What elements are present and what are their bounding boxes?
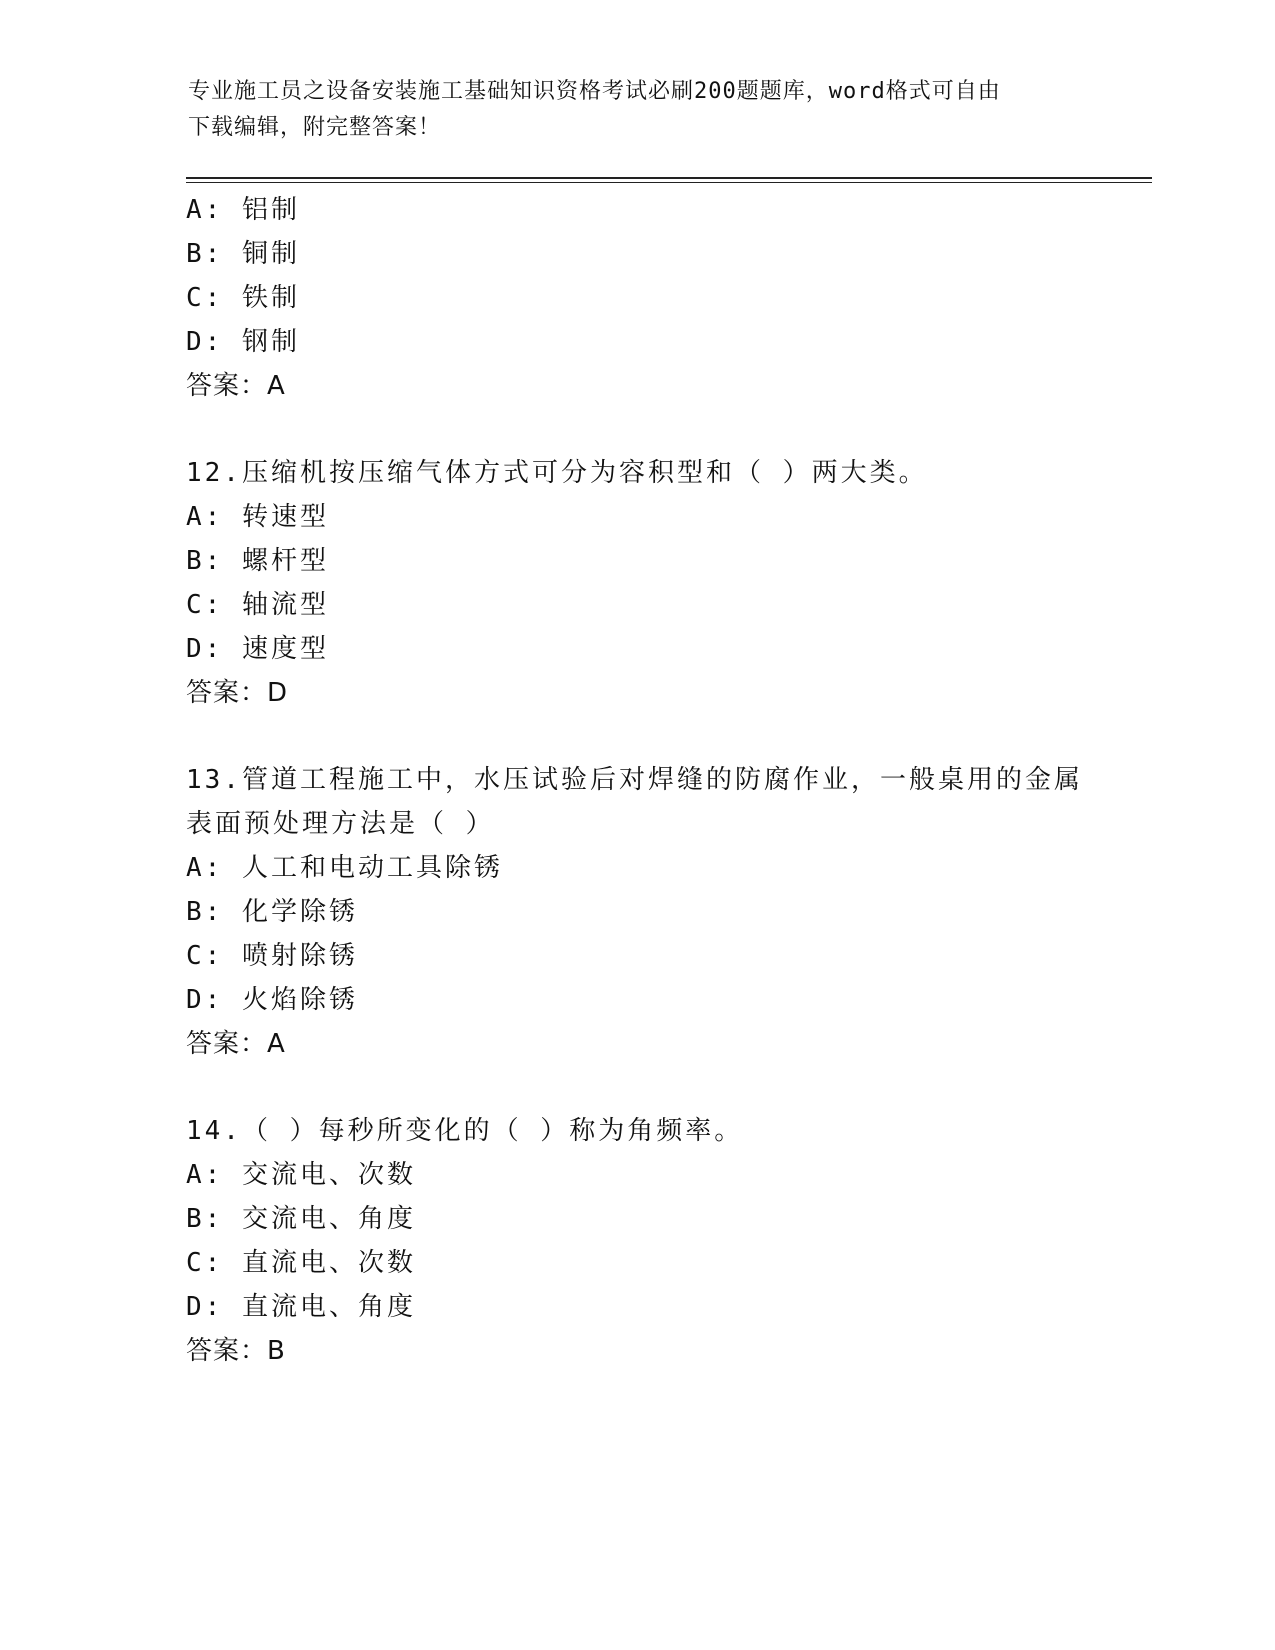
q12-question: 12.压缩机按压缩气体方式可分为容积型和（ ）两大类。 xyxy=(186,458,928,488)
header-line-1: 专业施工员之设备安装施工基础知识资格考试必刷200题题库，word格式可自由 xyxy=(188,79,1001,104)
q14-option-a: A: 交流电、次数 xyxy=(186,1160,416,1190)
q12-option-c: C: 轴流型 xyxy=(186,590,329,620)
document-header xyxy=(188,74,1068,146)
q12-option-b: B: 螺杆型 xyxy=(186,546,329,576)
q12-option-d: D: 速度型 xyxy=(186,634,329,664)
q14-option-d: D: 直流电、角度 xyxy=(186,1292,416,1322)
header-line-2: 下载编辑，附完整答案！ xyxy=(188,115,442,140)
header-divider-thin xyxy=(186,182,1152,183)
q11-answer: 答案：A xyxy=(186,371,286,401)
q11-option-a: A: 铝制 xyxy=(186,195,300,225)
q14-answer: 答案：B xyxy=(186,1336,286,1366)
header-divider-thick xyxy=(186,177,1152,179)
q13-answer: 答案：A xyxy=(186,1029,286,1059)
q14-option-c: C: 直流电、次数 xyxy=(186,1248,416,1278)
q11-option-b: B: 铜制 xyxy=(186,239,300,269)
q13-option-b: B: 化学除锈 xyxy=(186,897,358,927)
q11-option-c: C: 铁制 xyxy=(186,283,300,313)
q13-question-line-1: 13.管道工程施工中，水压试验后对焊缝的防腐作业，一般桌用的金属 xyxy=(186,765,1083,795)
q13-option-c: C: 喷射除锈 xyxy=(186,941,358,971)
q13-question-line-2: 表面预处理方法是（ ） xyxy=(186,809,495,839)
q13-option-d: D: 火焰除锈 xyxy=(186,985,358,1015)
q12-option-a: A: 转速型 xyxy=(186,502,329,532)
q12-answer: 答案：D xyxy=(186,678,289,708)
q13-option-a: A: 人工和电动工具除锈 xyxy=(186,853,503,883)
q14-option-b: B: 交流电、角度 xyxy=(186,1204,416,1234)
q11-option-d: D: 钢制 xyxy=(186,327,300,357)
q14-question: 14.（ ）每秒所变化的（ ）称为角频率。 xyxy=(186,1116,744,1146)
